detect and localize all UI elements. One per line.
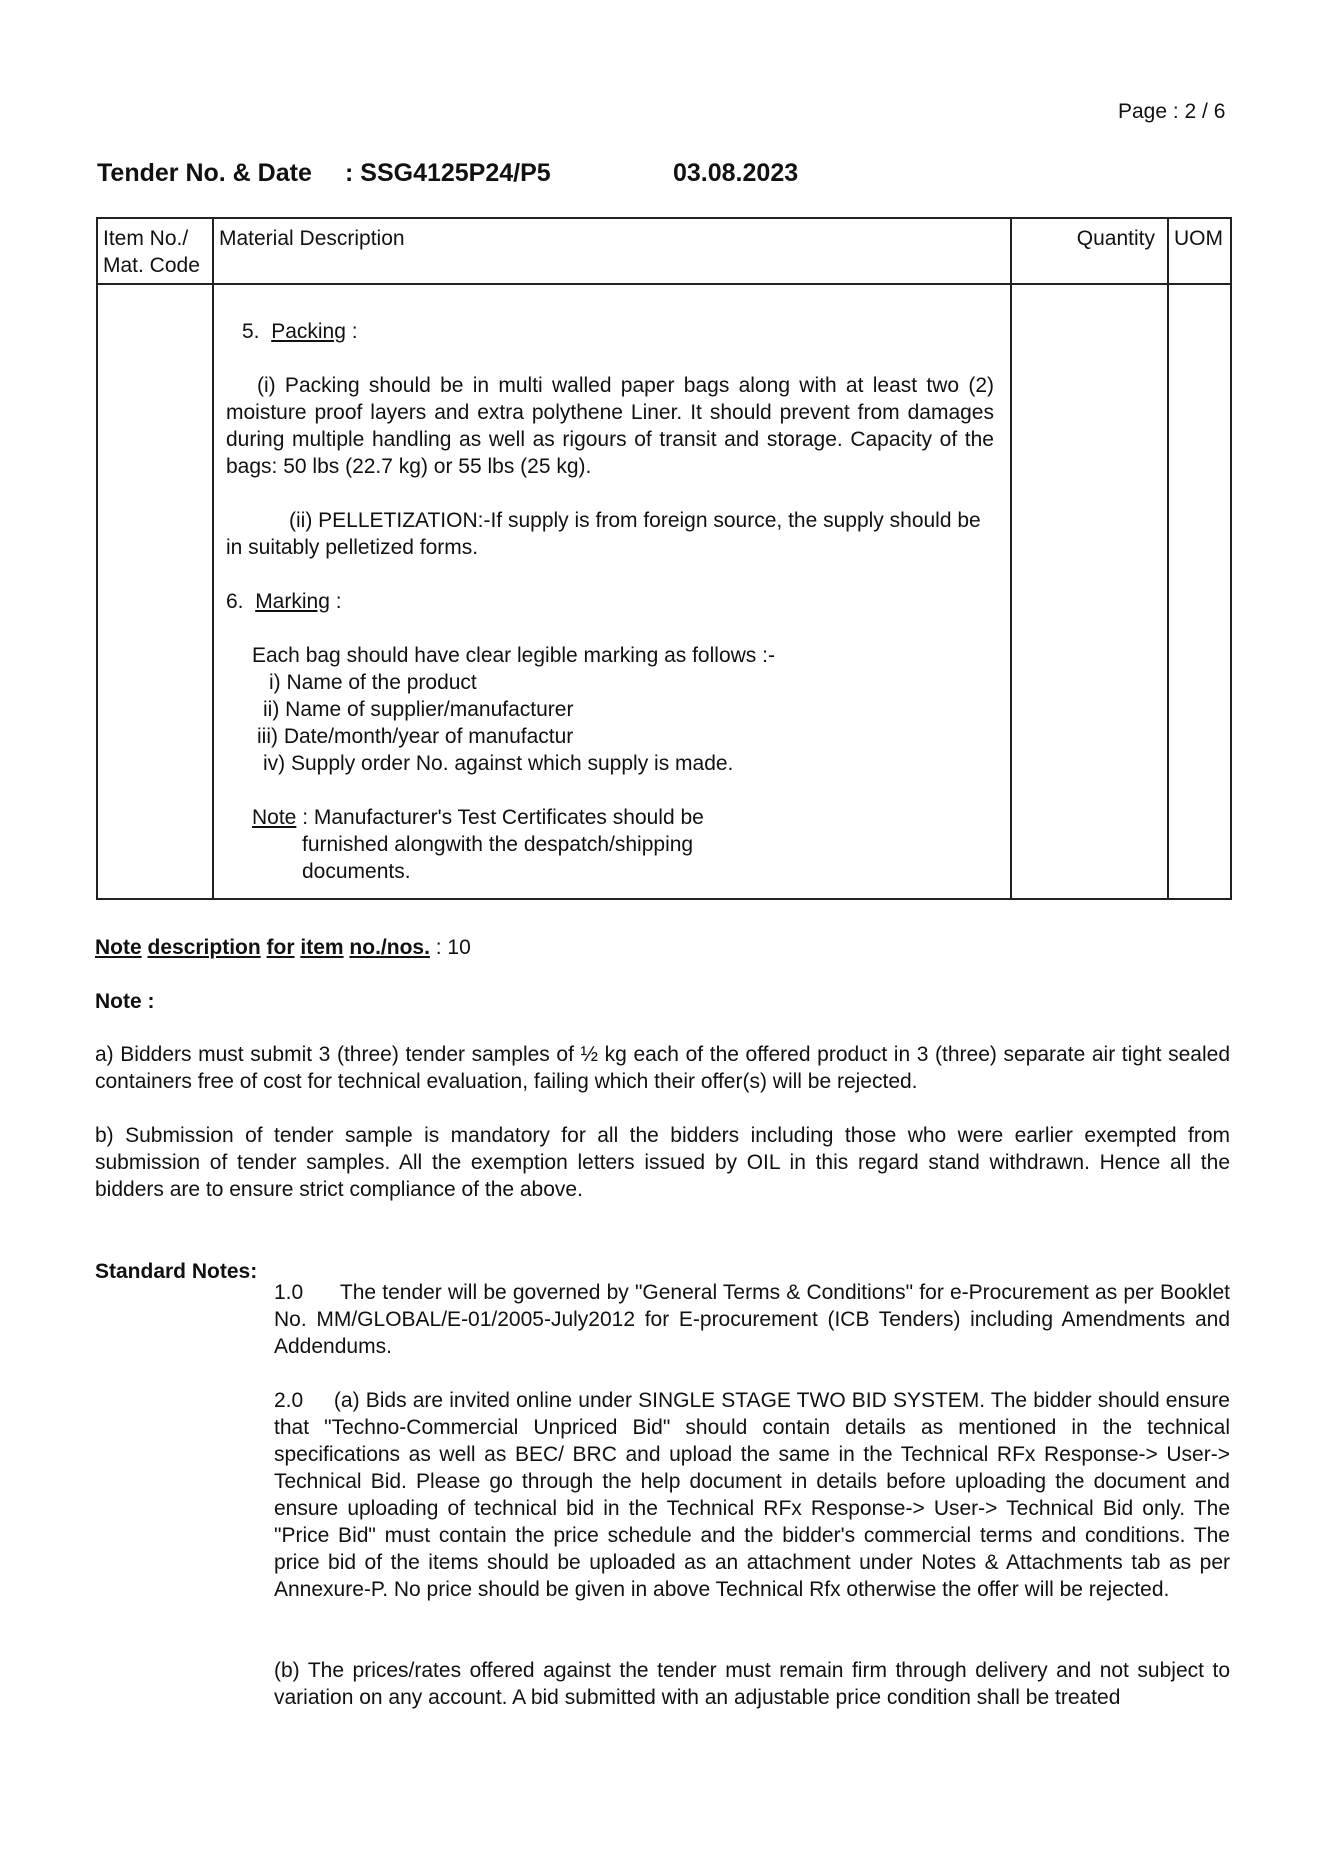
standard-notes-label: Standard Notes:	[95, 1260, 258, 1283]
marking-title: Marking	[255, 590, 330, 613]
marking-note-line2: furnished alongwith the despatch/shipping	[302, 833, 694, 856]
packing-colon: :	[345, 320, 358, 343]
marking-item-2: ii) Name of supplier/manufacturer	[263, 698, 574, 721]
standard-note-2b-text: (b) The prices/rates offered against the tender must remain firm through delivery and not subject to variation on any account. A bid submitted with an adjustable price condition shall be treated	[274, 1659, 1230, 1709]
quantity-cell	[1011, 284, 1168, 899]
description-cell	[213, 284, 1011, 899]
note-desc-value: : 10	[429, 936, 471, 959]
packing-para-1: (i) Packing should be in multi walled paper bags along with at least two (2) moisture proof layers and extra polythene Liner. It should prevent from damages during multiple handling as well as rigours of transit and storage. Capacity of the bags: 50 lbs (22.7 kg) or 55 lbs (25 kg).	[226, 374, 994, 478]
note-desc-w2: description	[147, 936, 261, 959]
header-item-line2: Mat. Code	[103, 254, 200, 277]
marking-heading	[226, 588, 994, 615]
tender-number: : SSG4125P24/P5	[345, 159, 551, 187]
table-row	[97, 284, 1231, 899]
marking-colon: :	[329, 590, 342, 613]
header-item-no	[97, 218, 213, 284]
header-quantity: Quantity	[1011, 218, 1168, 284]
header-uom: UOM	[1168, 218, 1231, 284]
note-desc-w1: Note	[95, 936, 142, 959]
standard-note-1	[274, 1258, 1230, 1381]
marking-note-label: Note	[252, 806, 297, 829]
tender-header	[97, 160, 798, 187]
uom-cell	[1168, 284, 1231, 899]
tender-label: Tender No. & Date	[97, 159, 312, 187]
marking-note-line3: documents.	[302, 860, 411, 883]
standard-note-1-number: 1.0	[274, 1281, 304, 1304]
page-number: Page : 2 / 6	[1118, 100, 1226, 123]
standard-note-2a-body: (a) Bids are invited online under SINGLE STAGE TWO BID SYSTEM. The bidder should ensure that "Techno-Commercial Unpriced Bid" should contain details as mentioned in the technical specifications as well as BEC/ BRC and upload the same in the Technical RFx Response-> User-> Technical Bid. Please go through the help document in details before uploading the document and ensure uploading of technical bid in the Technical RFx Response-> User-> Technical Bid only. The "Price Bid" must contain the price schedule and the bidder's commercial terms and conditions. The price bid of the items should be uploaded as an attachment under Notes & Attachments tab as per Annexure-P. No price should be given in above Technical Rfx otherwise the offer will be rejected.	[274, 1389, 1230, 1601]
marking-item-4: iv) Supply order No. against which supply is made.	[263, 752, 734, 775]
standard-note-2a-text	[274, 1387, 1230, 1603]
packing-title: Packing	[271, 320, 346, 343]
note-desc-w4: item	[300, 936, 344, 959]
note-desc-w5: no./nos.	[349, 936, 430, 959]
standard-note-2b	[274, 1636, 1230, 1732]
packing-number: 5.	[242, 320, 260, 343]
note-description-line	[95, 934, 1230, 961]
standard-note-2a	[274, 1366, 1230, 1624]
note-title: Note :	[95, 990, 155, 1013]
marking-note	[226, 804, 994, 831]
header-item-line1: Item No./	[103, 227, 189, 250]
tender-date: 03.08.2023	[673, 159, 799, 187]
marking-note-line1: : Manufacturer's Test Certificates should be	[296, 806, 704, 829]
packing-heading	[226, 318, 994, 345]
table-header-row	[97, 218, 1231, 284]
marking-number: 6.	[226, 590, 244, 613]
standard-note-2-number: 2.0	[274, 1389, 304, 1412]
marking-item-3: iii) Date/month/year of manufactur	[257, 725, 574, 748]
packing-para-2: (ii) PELLETIZATION:-If supply is from foreign source, the supply should be in suitably pelletized forms.	[226, 509, 981, 559]
note-a-text: a) Bidders must submit 3 (three) tender samples of ½ kg each of the offered product in 3 (three) separate air tight sealed containers free of cost for technical evaluation, failing which their offer(s) will be rejected.	[95, 1043, 1230, 1093]
header-description: Material Description	[213, 218, 1011, 284]
item-no-cell	[97, 284, 213, 899]
marking-intro: Each bag should have clear legible marking as follows :-	[252, 644, 775, 667]
standard-note-1-text	[274, 1279, 1230, 1360]
standard-note-1-body: The tender will be governed by "General Terms & Conditions" for e-Procurement as per Booklet No. MM/GLOBAL/E-01/2005-July2012 for E-procurement (ICB Tenders) including Amendments and Addendums.	[274, 1281, 1230, 1358]
note-b-text: b) Submission of tender sample is mandatory for all the bidders including those who were earlier exempted from submission of tender samples. All the exemption letters issued by OIL in this regard stand withdrawn. Hence all the bidders are to ensure strict compliance of the above.	[95, 1124, 1230, 1201]
marking-item-1: i) Name of the product	[269, 671, 477, 694]
note-a	[95, 1041, 1230, 1095]
material-table	[96, 217, 1232, 900]
note-b	[95, 1122, 1230, 1203]
note-desc-w3: for	[266, 936, 295, 959]
